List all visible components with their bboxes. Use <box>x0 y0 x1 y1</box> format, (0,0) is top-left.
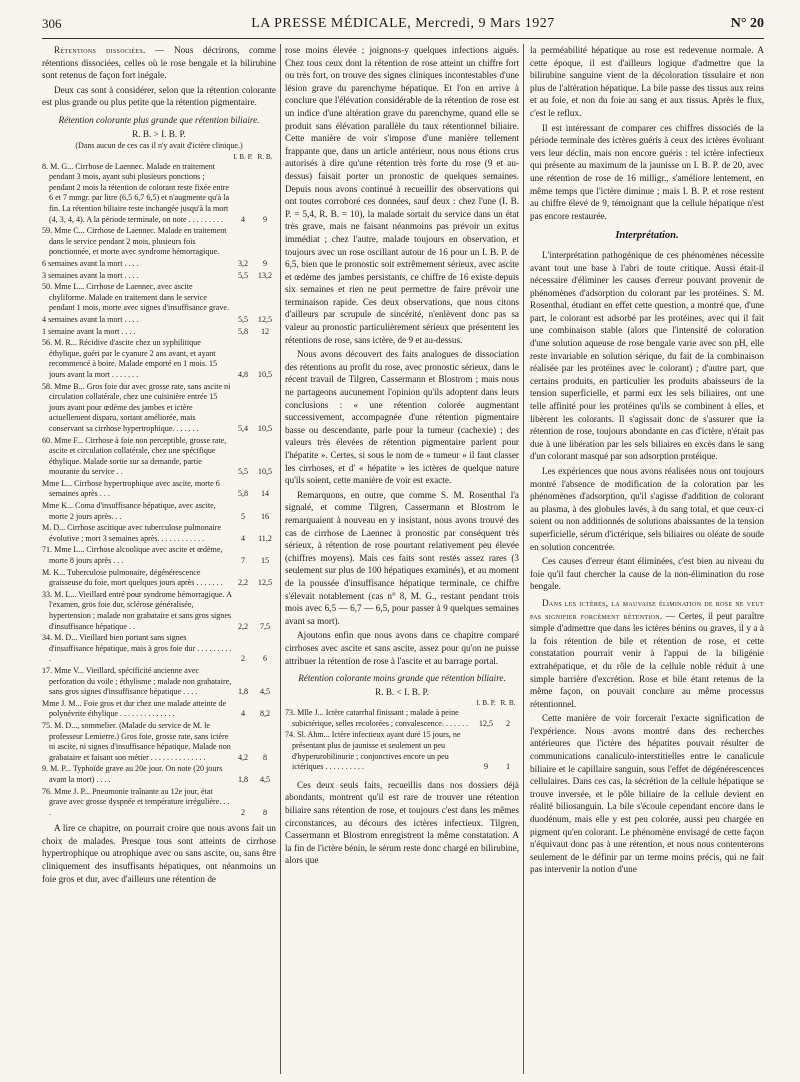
case-text: 3 semaines avant la mort . . . . <box>42 270 139 280</box>
paragraph: Ces causes d'erreur étant éliminées, c'est bien au niveau du foie qu'il faut chercher la cause de la non-élimination du rose bengale. <box>530 556 764 592</box>
ibp-value: 5 <box>240 511 246 521</box>
case-text: 59. Mme C... Cirrhose de Laennec. Malade en traitement dans le service pendant 2 mois, plusieurs fois ponctionnée, et morte avec syndrome hémorragique. <box>42 226 227 257</box>
rb-value: 4,5 <box>259 774 271 784</box>
case-text: 75. M. D..., sommelier. (Malade du service de M. le professeur Lemierre.) Gros foie, grosse rate, sans ictère ni ascite, ni signes d'insuffisance hépatique. Malade non grabataire et faisant son métier . . . . . . . . . . . . . . <box>42 720 231 762</box>
paragraph: Cette manière de voir forcerait l'exacte signification de l'expérience. Nous avons montré dans des recherches antérieures que l'ictère des hépatites pouvait résulter de communications canaliculo-interstitielles entre le canalicule biliaire et le capillaire sanguin, sous l'effet de dégénérescences cellulaires. Dans ces cas, la sécrétion de la cellule hépatique se trouve inversée, et le pôle biliaire de la cellule devient en réalité biliosanguin. La bile s'écoule cependant encore dans le duodénum, mais elle y est peu colorée, aussi peu chargée en pigment qu'en colorant. Le phénomène envisagé de cette façon n'équivaut donc pas à une rétention, et nous nous contenterons seulement de le définir par un terme moins précis, qui ne fait pas intervenir la notion d'une <box>530 713 764 875</box>
rb-value: 10,5 <box>257 369 273 379</box>
column-rule <box>523 44 524 1074</box>
case-row <box>42 338 276 380</box>
rb-value: 8 <box>262 752 268 762</box>
table-title: Rétention colorante moins grande que rétention biliaire. <box>298 673 506 684</box>
rb-value: 15 <box>260 556 270 566</box>
ibp-value: 4 <box>240 709 246 719</box>
rb-value: 4,5 <box>259 687 271 697</box>
paragraph: Deux cas sont à considérer, selon que la rétention colorante est plus grande ou plus petite que la rétention pigmentaire. <box>42 84 276 108</box>
paragraph-text: — Certes, il peut paraître simple d'admettre que dans les ictères bénins ou graves, il y a à la fois rétention de bile et rétention de rose, et cette constatation pourrait venir à l'appui de la biligénie extrahépatique, et du rôle de la cellule noble réduit à une simple barrière d'excrétion. Rose et bile étant retenus de la même façon, on pouvait conclure au même processus rétentionnel. <box>530 610 764 709</box>
paragraph: L'interprétation pathogénique de ces phénomènes nécessite avant tout une base à l'abri de toute critique. Aussi était-il nécessaire d'éliminer les causes d'erreur pouvant provenir de phénomènes d'adsorption du colorant par les protéines. S. M. Rosenthal, étudiant en effet cette question, a montré que, d'une part, le colorant est adsorbé par les protéines, avec qui il fait une combinaison stable (alors que l'intensité de coloration d'une solution aqueuse de rose bengale varie avec son pH, elle reste invariable en solution sérique, du fait de la combinaison réalisée par les protéines avec le colorant) ; d'autre part, que certains produits, en particulier les produits abaisseurs de la tension superficielle, et parmi eux les sels biliaires, ont une telle affinité pour les protéines qu'ils se combinent à elles, et libèrent les colorants. Il s'agissait donc de s'assurer que la rétention de rose, toujours abondante en cas d'ictère, n'était pas due à une libération par les sels biliaires en excès dans le sang d'un colorant masqué par son adsorption protéique. <box>530 249 764 462</box>
section-lead: Dans les ictères, la mauvaise élimination de rose ne veut pas signifier forcément rétention. <box>530 597 764 621</box>
case-text: 56. M. R... Récidive d'ascite chez un syphilitique éthylique, guéri par le cyanure 2 ans avant, et ayant recommencé à boire. Malade emporté en 1 mois. 15 jours avant la mort . . . . . . . <box>42 338 218 379</box>
case-row <box>42 721 276 763</box>
ibp-value: 9 <box>483 762 489 772</box>
ibp-value: 1,8 <box>237 774 249 784</box>
journal-title: LA PRESSE MÉDICALE, Mercredi, 9 Mars 1927 <box>251 16 555 31</box>
case-row <box>42 436 276 478</box>
case-text: 17. Mme V... Vieillard, spécificité ancienne avec perforation du voile ; éthylisme ; malade non grabataire, sans gros signes d'insuffisance hépatique . . . . <box>42 665 232 697</box>
rb-value: 10,5 <box>257 423 273 433</box>
case-text: M. D... Cirrhose ascitique avec tuberculose pulmonaire évolutive ; mort 3 semaines après. . . . . . . . . . . . <box>42 523 221 543</box>
rb-value: 8 <box>262 807 268 817</box>
issue-number: N° 20 <box>730 16 764 31</box>
section-lead: Rétentions dissociées. <box>54 45 146 55</box>
ibp-value: 5,8 <box>237 489 249 499</box>
case-row <box>42 382 276 435</box>
case-column-header <box>42 153 276 162</box>
paragraph: Remarquons, en outre, que comme S. M. Rosenthal l'a signalé, et comme Tilgren, Cassermann et Blostrom le remarquaient à nouveau en y insistant, nous avons trouvé des cas de cirrhose de Laennec à pronostic par conséquent très sérieux, à rétention de rose pourtant relativement peu élevée (chiffres moyens). Mais ces faits sont restés assez rares (3 seulement sur plus de 100 hépatiques examinés), et au moment de la poussée d'insuffisance hépatique terminale, ce chiffre s'élevait notablement (cas n° 8, M. G., restant pendant trois mois avec 6,5 — 6,7 — 6,5, pour passer à 9 quelques semaines avant sa mort). <box>285 489 519 626</box>
paragraph: Ces deux seuls faits, recueillis dans nos dossiers déjà abondants, montrent qu'il est rare de trouver une rétention biliaire sans rétention de rose, et toujours c'est dans les mêmes circonstances, au décours des ictères infectieux. Tilgren, Cassermann et Blostrom enregistrent la même constatation. A la fin de l'ictère bénin, le sérum reste donc chargé en bilirubine, alors que <box>285 779 519 866</box>
case-row <box>42 327 276 338</box>
ibp-value: 1,8 <box>237 687 249 697</box>
table-formula: R. B. > I. B. P. <box>132 128 186 139</box>
case-text: Mme K... Coma d'insuffisance hépatique, avec ascite, morte 2 jours après. . . <box>42 501 216 521</box>
case-row <box>42 764 276 785</box>
case-text: 8. M. G... Cirrhose de Laennec. Malade en traitement pendant 3 mois, ayant subi plusieurs ponctions ; pendant 2 mois la rétention de colorant reste fixée entre 6 et 7 mmgr. par litre (6,5 6,7 6,5) et n'augmente qu'à la fin. La rétention biliaire reste inchangée jusqu'à la mort (4, 3, 4, 4). A la période terminale, on note . . . . . . . . . <box>42 161 230 224</box>
column-middle <box>285 44 519 1074</box>
case-text: Mme L... Cirrhose hypertrophique avec ascite, morte 6 semaines après . . . <box>42 478 220 499</box>
case-row <box>42 282 276 314</box>
paragraph: rose moins élevée ; joignons-y quelques infections aiguës. Chez tous ceux dont la rétention de rose atteint un chiffre fort ou très fort, on trouve des signes cliniques incontestables d'une lésion grave du parenchyme hépatique. Et l'on en arrive à conclure que l'élévation considérable de la rétention de rose est un indice d'une altération grave du parenchyme, quand elle se produit sans élévation parallèle du taux rétentionnel biliaire. Cette manière de voir s'impose d'une manière tellement frappante que, dans un article antérieur, nous nous étions crus autorisés à dire qu'une rétention très forte du rose (9 et au-dessus) faisait porter un pronostic de quelques semaines. Depuis nous avons continué à recueillir des observations qui ont toutes corroboré ces données, sauf deux : chez l'une (I. B. P. = 5,4, R. B. = 10), la malade sortait du service dans un état très grave, mais ne faisant néanmoins pas prévoir un exitus immédiat ; chez l'autre, malade toujours en observation, et toujours avec un rose oscillant autour de 16 pour un I. B. P. de 6,5, bien que le pronostic soit extrêmement sérieux, avec ascite et œdème des jambes persistants, ce chiffre de 16 existe depuis six semaines et rien ne peut permettre de faire prévoir une terminaison rapide. Ces deux observations, que nous citons d'ailleurs par scrupule de sincérité, n'enlèvent donc pas sa valeur au pronostic particulièrement sérieux que présentent les rétentions de rose, sans ictère, de 9 et au-dessus. <box>285 45 519 345</box>
column-header-ibp: I. B. P. <box>233 152 253 161</box>
case-text: 50. Mme L... Cirrhose de Laennec, avec ascite chyliforme. Malade en traitement dans le service pendant 1 mois, morte avec signes d'insuffisance grave. <box>42 282 229 313</box>
case-row <box>42 226 276 258</box>
case-row <box>42 271 276 282</box>
case-text: 58. Mme B... Gros foie dur avec grosse rate, sans ascite ni circulation collatérale, chez une cuisinière entrée 15 jours avant pour œdème des jambes et ictère actuellement disparu, sortant améliorée, mais conservant sa cirrhose hypertrophique. . . . . . . <box>42 381 231 433</box>
case-row <box>285 708 519 729</box>
column-header-ibp: I. B. P. <box>476 699 496 708</box>
paragraph: Il est intéressant de comparer ces chiffres dissociés de la période terminale des ictères guéris à ceux des ictères évoluant vers leur déclin, mais non encore guéris : tel ictère infectieux qui présente au maximum de la jaunisse un I. B. P. de 20, avec une rétention de rose de 16 milligr., s'améliore lentement, en même temps que l'ictère diminue ; mais I. B. P. et rose restent au chiffre élevé de 9, témoignant que la cellule hépatique n'est pas encore restaurée. <box>530 122 764 221</box>
case-row <box>285 730 519 772</box>
table-formula: R. B. < I. B. P. <box>375 686 429 697</box>
ibp-value: 4,2 <box>237 752 249 762</box>
rb-value: 16 <box>260 511 270 521</box>
rb-value: 13,2 <box>257 270 273 280</box>
case-row <box>42 633 276 665</box>
case-text: 4 semaines avant la mort . . . . <box>42 314 139 324</box>
column-left <box>42 44 276 1074</box>
paragraph: Les expériences que nous avons réalisées nous ont toujours montré l'absence de modification de la coloration par les phénomènes d'adsorption, qu'il s'agisse d'addition de colorant au plasma, à des globules lavés, à du sang total, et que ceux-ci soient ou non additionnés de solutions abaissantes de la tension superficielle, sérum d'ictérique, sels biliaires ou oléate de soude en solution concentrée. <box>530 466 764 552</box>
case-row <box>42 545 276 566</box>
case-row <box>42 666 276 698</box>
ibp-value: 2,2 <box>237 621 249 631</box>
ibp-value: 4 <box>240 533 246 543</box>
case-text: 34. M. D... Vieillard bien portant sans signes d'insuffisance hépatique, mais à gros foie dur . . . . . . . . . . <box>42 633 232 664</box>
column-header-rb: R. B. <box>257 152 273 161</box>
case-text: Mme J. M... Foie gros et dur chez une malade atteinte de polynévrite éthylique . . . . . . . . . . . . . . <box>42 698 227 719</box>
paragraph: Nous avons découvert des faits analogues de dissociation des rétentions au profit du rose, avec pronostic sérieux, dans le récent travail de Tilgren, Cassermann et Blostrom ; mais nous ne partageons aucunement l'opinion qu'ils adoptent dans leurs conclusions : « une rétention colorée augmentant successivement, accompagnée d'une rétention pigmentaire basse ou descendante, parle pour la tumeur (cachexie) ; des valeurs très élevées de rétention pigmentaire parlent pour l'hépatite ». Certes, si sous le nom de « tumeur » il faut classer les cirrhoses, et d' « hépatite » les ictères de quelque nature qu'ils soient, cette manière de voir est exacte. <box>285 349 519 486</box>
case-row <box>42 479 276 500</box>
case-text: 71. Mme L... Cirrhose alcoolique avec ascite et œdème, morte 8 jours après . . . <box>42 545 223 566</box>
ibp-value: 5,5 <box>237 314 249 324</box>
rb-value: 12 <box>260 326 270 336</box>
rb-value: 9 <box>262 259 268 268</box>
case-text: 9. M. P... Typhoïde grave au 20e jour. On note (20 jours avant la mort) . . . . <box>42 764 223 784</box>
paragraph-text: — Nous décrirons, comme rétentions dissociées, celles où le rose bengale et la bilirubine sont retenus de façon fort inégale. <box>42 45 276 81</box>
ibp-value: 5,5 <box>237 467 249 477</box>
paragraph: la perméabilité hépatique au rose est redevenue normale. A cette époque, il est d'ailleurs logique d'admettre que la bilirubine sanguine vient de la décoloration tissulaire et non plus de l'altération hépatique. La bile passe des tissus aux reins et au foie, et non du foie au sang et aux tissus. Après le flux, c'est le reflux. <box>530 45 764 118</box>
ibp-value: 4 <box>240 214 246 224</box>
page-header <box>42 16 764 39</box>
case-text: 73. Mlle J... Ictère catarrhal finissant ; malade à peine subictérique, selles recolorées ; convalescence. . . . . . . <box>285 708 469 728</box>
ibp-value: 5,5 <box>237 270 249 280</box>
rb-value: 7,5 <box>259 621 271 631</box>
rb-value: 8,2 <box>259 709 271 719</box>
rb-value: 1 <box>505 762 511 772</box>
ibp-value: 4,8 <box>237 369 249 379</box>
page-number: 306 <box>42 16 62 31</box>
case-text: 33. M. L... Vieillard entré pour syndrome hémorragique. A l'examen, gros foie dur, sclérose généralisée, hypertension ; malade non grabataire et sans gros signes d'insuffisance hépatique . . <box>42 589 232 631</box>
rb-value: 9 <box>262 214 268 224</box>
paragraph: A lire ce chapitre, on pourrait croire que nous avons fait un choix de malades. Presque tous sont atteints de cirrhose hypertrophique ou atrophique avec ou sans ascite, ou, sans être cliniquement des insuffisants hépatiques, ont néanmoins un foie gros et dur, avec d'ailleurs une rétention de <box>42 823 276 884</box>
ibp-value: 12,5 <box>478 718 494 728</box>
ibp-value: 2 <box>240 807 246 817</box>
table-title: Rétention colorante plus grande que rétention biliaire. <box>58 114 260 125</box>
case-row <box>42 523 276 544</box>
rb-value: 10,5 <box>257 467 273 477</box>
rb-value: 2 <box>505 718 511 728</box>
case-text: 74. Sl. Ahm... Ictère infectieux ayant duré 15 jours, ne présentant plus de jaunisse et seulement un peu d'hyperurobilinurie ; conjonctives encore un peu ictériques . . . . . . . . . . <box>285 730 461 772</box>
case-row <box>42 699 276 720</box>
ibp-value: 5,8 <box>237 326 249 336</box>
table-note: (Dans aucun de ces cas il n'y avait d'ictère clinique.) <box>75 141 243 151</box>
paragraph <box>42 44 276 82</box>
case-text: 76. Mme J. P... Pneumonie traînante au 12e jour, état grave avec grosse dyspnée et température irrégulière. . . . <box>42 786 230 817</box>
ibp-value: 3,2 <box>237 259 249 268</box>
case-list <box>42 153 276 819</box>
column-right <box>530 44 764 1074</box>
ibp-value: 2 <box>240 654 246 664</box>
paragraph: Ajoutons enfin que nous avons dans ce chapitre comparé cirrhoses avec ascite et sans ascite, assez pour qu'on ne puisse attribuer la rétention de rose à l'ascite et au barrage portal. <box>285 630 519 666</box>
rb-value: 14 <box>260 489 270 499</box>
rb-value: 12,5 <box>257 578 273 588</box>
ibp-value: 5,4 <box>237 423 249 433</box>
case-row <box>42 590 276 632</box>
case-row <box>42 787 276 819</box>
ibp-value: 2,2 <box>237 578 249 588</box>
rb-value: 6 <box>262 654 268 664</box>
rb-value: 12,5 <box>257 314 273 324</box>
column-rule <box>280 44 281 1074</box>
case-row <box>42 162 276 226</box>
paragraph <box>530 597 764 710</box>
case-text: M. K... Tuberculose pulmonaire, dégénérescence graisseuse du foie, mort quelques jours après . . . . . . . <box>42 567 223 588</box>
case-list <box>285 699 519 773</box>
case-row <box>42 501 276 522</box>
ibp-value: 7 <box>240 556 246 566</box>
case-row <box>42 568 276 589</box>
case-row <box>42 259 276 270</box>
column-header-rb: R. B. <box>500 699 516 708</box>
case-column-header <box>285 699 519 708</box>
case-text: 60. Mme F... Cirrhose à foie non perceptible, grosse rate, ascite et circulation collatérale, chez une spécifique éthylique. Malade sortie sur sa demande, partie mourante du service . . <box>42 435 227 477</box>
case-text: 1 semaine avant la mort . . . . <box>42 326 136 336</box>
case-text: 6 semaines avant la mort . . . . <box>42 259 139 268</box>
rb-value: 11,2 <box>258 533 272 543</box>
section-heading: Interprétation. <box>615 230 679 242</box>
case-row <box>42 315 276 326</box>
